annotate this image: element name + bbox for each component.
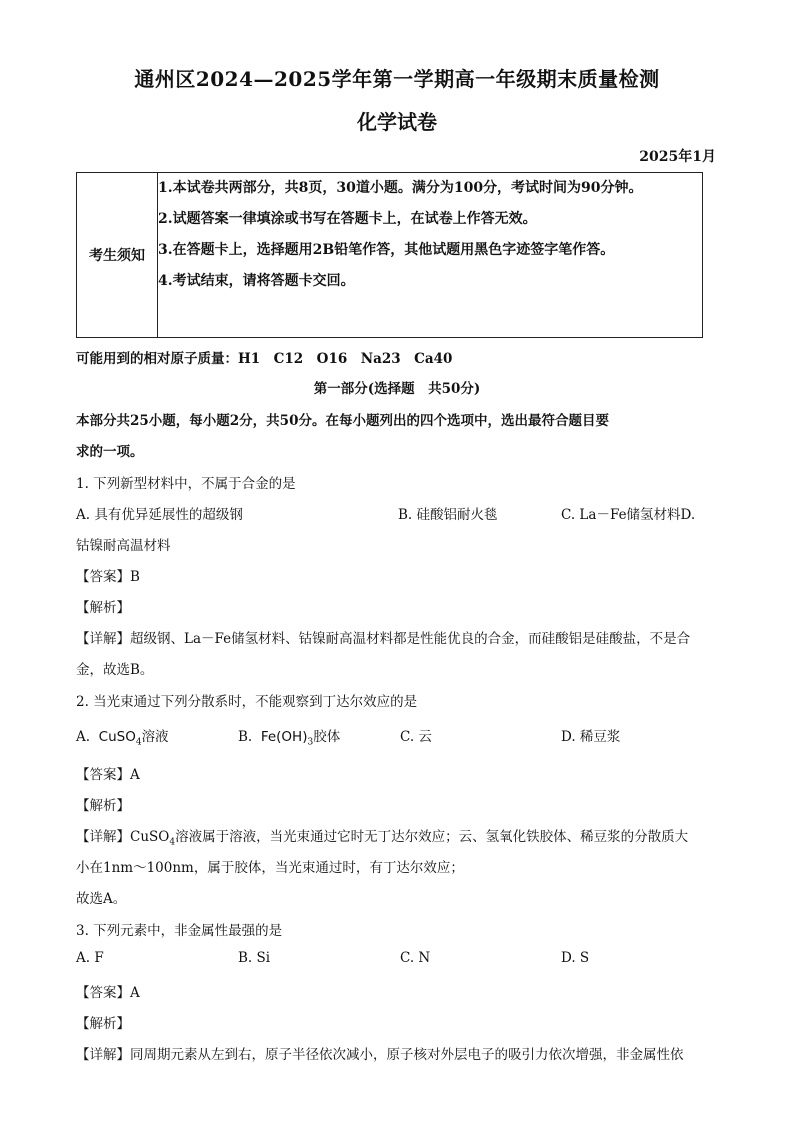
q2-detail-formula: CuSO	[130, 829, 170, 845]
q2-option-b-formula: Fe(OH)	[260, 729, 308, 745]
q2-detail-line2: 小在1nm～100nm，属于胶体，当光束通过时，有丁达尔效应；	[76, 860, 464, 876]
part1-intro-line2: 求的一项。	[76, 444, 144, 460]
q2-option-a-subscript: 4	[135, 737, 142, 748]
q3-option-a: A. F	[76, 950, 104, 966]
q2-detail-text: 溶液属于溶液，当光束通过它时无丁达尔效应；云、氢氧化铁胶体、稀豆浆的分散质大	[175, 829, 689, 845]
part1-intro-line1: 本部分共25小题，每小题2分，共50分。在每小题列出的四个选项中，选出最符合题目要	[76, 413, 609, 429]
q1-option-d: 钴镍耐高温材料	[76, 538, 171, 554]
q2-detail-line1	[76, 825, 688, 848]
q3-option-d: D. S	[561, 950, 590, 966]
atomic-masses: 可能用到的相对原子质量：H1 C12 O16 Na23 Ca40	[76, 351, 453, 367]
answer-label: 【答案】	[76, 985, 130, 1001]
notice-rule-3: 3.在答题卡上，选择题用2B铅笔作答，其他试题用黑色字迹签字笔作答。	[158, 242, 615, 258]
notice-table	[76, 172, 703, 338]
exam-title: 通州区2024—2025学年第一学期高一年级期末质量检测	[134, 67, 660, 91]
q1-option-b: B. 硅酸铝耐火毯	[398, 507, 498, 523]
q1-option-c: C. La－Fe储氢材料D.	[561, 507, 696, 523]
q3-stem: 3. 下列元素中，非金属性最强的是	[76, 923, 283, 939]
notice-rules	[158, 173, 703, 338]
q1-answer-value: B	[130, 569, 140, 585]
q2-option-b-suffix: 胶体	[313, 729, 341, 745]
q2-answer	[76, 763, 140, 783]
part1-heading: 第一部分(选择题 共50分)	[313, 381, 481, 397]
q3-analysis-label: 【解析】	[76, 1016, 130, 1032]
answer-label: 【答案】	[76, 569, 130, 585]
detail-label: 【详解】	[76, 1047, 130, 1063]
q1-detail-text: 超级钢、La－Fe储氢材料、钴镍耐高温材料都是性能优良的合金，而硅酸铝是硅酸盐，不是合	[130, 631, 691, 647]
notice-label: 考生须知	[77, 173, 158, 338]
notice-rule-2: 2.试题答案一律填涂或书写在答题卡上，在试卷上作答无效。	[158, 211, 537, 227]
q2-analysis-label: 【解析】	[76, 798, 130, 814]
detail-label: 【详解】	[76, 829, 130, 845]
q3-detail-line1	[76, 1043, 684, 1063]
q1-detail-line1	[76, 627, 690, 647]
exam-subject: 化学试卷	[357, 110, 437, 134]
q2-detail-subscript: 4	[169, 837, 176, 848]
q1-detail-line2: 金，故选B。	[76, 662, 154, 678]
q3-answer	[76, 981, 140, 1001]
q2-option-a	[76, 725, 169, 748]
q2-option-a-prefix: A.	[76, 729, 91, 745]
answer-label: 【答案】	[76, 767, 130, 783]
q2-detail-line3: 故选A。	[76, 891, 127, 907]
q1-answer	[76, 565, 140, 585]
q3-detail-text: 同周期元素从左到右，原子半径依次减小，原子核对外层电子的吸引力依次增强，非金属性依	[130, 1047, 684, 1063]
detail-label: 【详解】	[76, 631, 130, 647]
q2-option-a-formula: CuSO	[98, 729, 136, 745]
q1-stem: 1. 下列新型材料中，不属于合金的是	[76, 476, 296, 492]
exam-date: 2025年1月	[639, 149, 716, 165]
q2-option-c: C. 云	[400, 729, 432, 745]
q1-analysis-label: 【解析】	[76, 600, 130, 616]
q2-answer-value: A	[130, 767, 140, 783]
q2-option-b-prefix: B.	[238, 729, 253, 745]
q2-option-d: D. 稀豆浆	[561, 729, 621, 745]
q1-option-a: A. 具有优异延展性的超级钢	[76, 507, 243, 523]
q3-option-c: C. N	[400, 950, 431, 966]
q2-option-b-subscript: 3	[307, 737, 314, 748]
notice-rule-1: 1.本试卷共两部分，共8页，30道小题。满分为100分，考试时间为90分钟。	[158, 180, 643, 196]
q3-option-b: B. Si	[238, 950, 271, 966]
q2-stem: 2. 当光束通过下列分散系时，不能观察到丁达尔效应的是	[76, 694, 418, 710]
q2-option-b	[238, 725, 340, 748]
q3-answer-value: A	[130, 985, 140, 1001]
notice-rule-4: 4.考试结束，请将答题卡交回。	[158, 273, 355, 289]
q2-option-a-suffix: 溶液	[141, 729, 169, 745]
